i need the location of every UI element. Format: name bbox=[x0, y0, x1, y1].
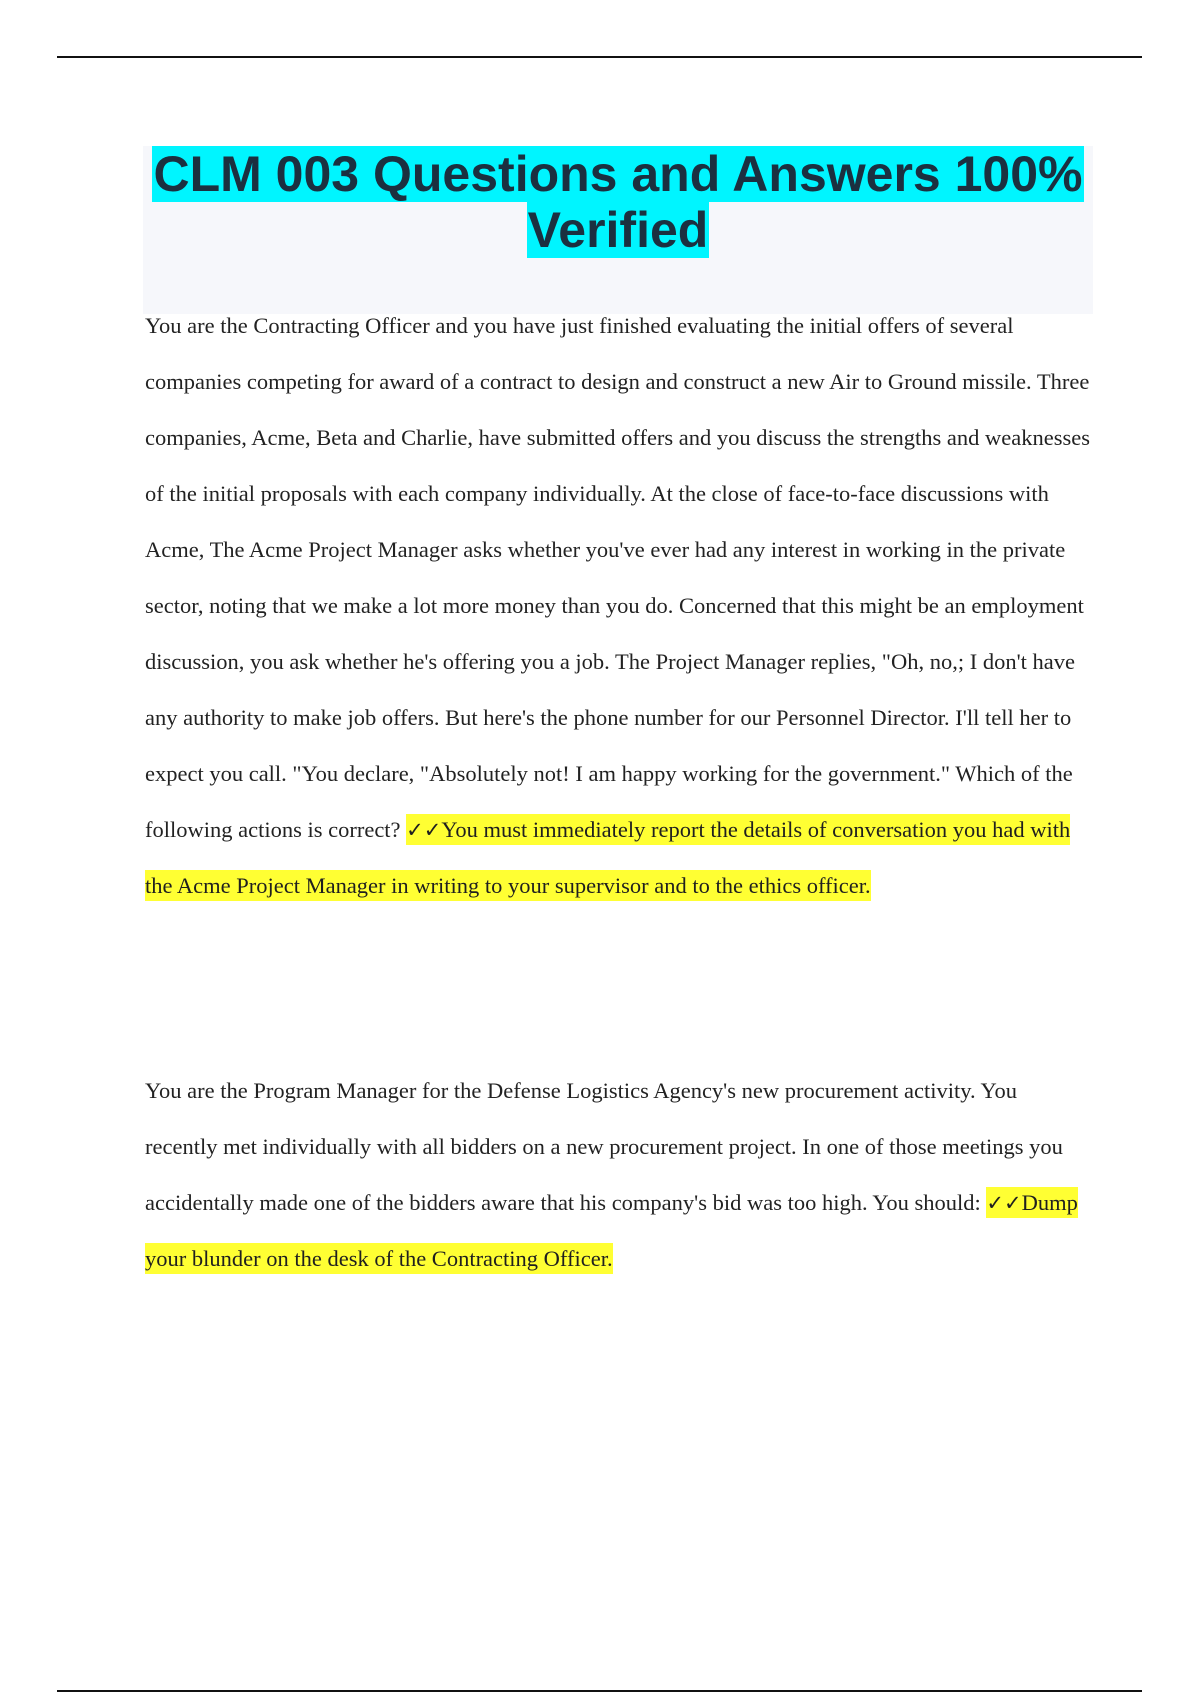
title-block bbox=[143, 146, 1093, 314]
title-line-2: Verified bbox=[527, 202, 709, 258]
qa-item-1 bbox=[145, 298, 1095, 914]
qa-paragraph bbox=[145, 298, 1095, 914]
qa-item-2 bbox=[145, 1063, 1095, 1287]
question-text: You are the Contracting Officer and you have just finished evaluating the initial offers of several companies competing for award of a contract to design and construct a new Air to Ground missile. Three companies, Acme, Beta and Charlie, have submitted offers and you discuss the strengths and weaknesses of the initial proposals with each company individually. At the close of face-to-face discussions with Acme, The Acme Project Manager asks whether you've ever had any interest in working in the private sector, noting that we make a lot more money than you do. Concerned that this might be an employment discussion, you ask whether he's offering you a job. The Project Manager replies, "Oh, no,; I don't have any authority to make job offers. But here's the phone number for our Personnel Director. I'll tell her to expect you call. "You declare, "Absolutely not! I am happy working for the government." Which of the following actions is correct? bbox=[145, 313, 1090, 842]
document-title bbox=[143, 146, 1093, 258]
check-mark-icon: ✓✓ bbox=[986, 1191, 1022, 1215]
check-mark-icon: ✓✓ bbox=[406, 818, 442, 842]
title-line-1: CLM 003 Questions and Answers 100% bbox=[153, 146, 1083, 202]
answer-text: You must immediately report the details of conversation you had with the Acme Project Manager in writing to your supervisor and to the ethics officer. bbox=[145, 817, 1071, 898]
question-text: You are the Program Manager for the Defense Logistics Agency's new procurement activity. You recently met individually with all bidders on a new procurement project. In one of those meetings you accidentally made one of the bidders aware that his company's bid was too high. You should: bbox=[145, 1078, 1063, 1215]
bottom-divider bbox=[57, 1690, 1142, 1692]
top-divider bbox=[57, 56, 1142, 58]
answer-text: Dump your blunder on the desk of the Contracting Officer. bbox=[145, 1190, 1078, 1271]
qa-paragraph bbox=[145, 1063, 1095, 1287]
